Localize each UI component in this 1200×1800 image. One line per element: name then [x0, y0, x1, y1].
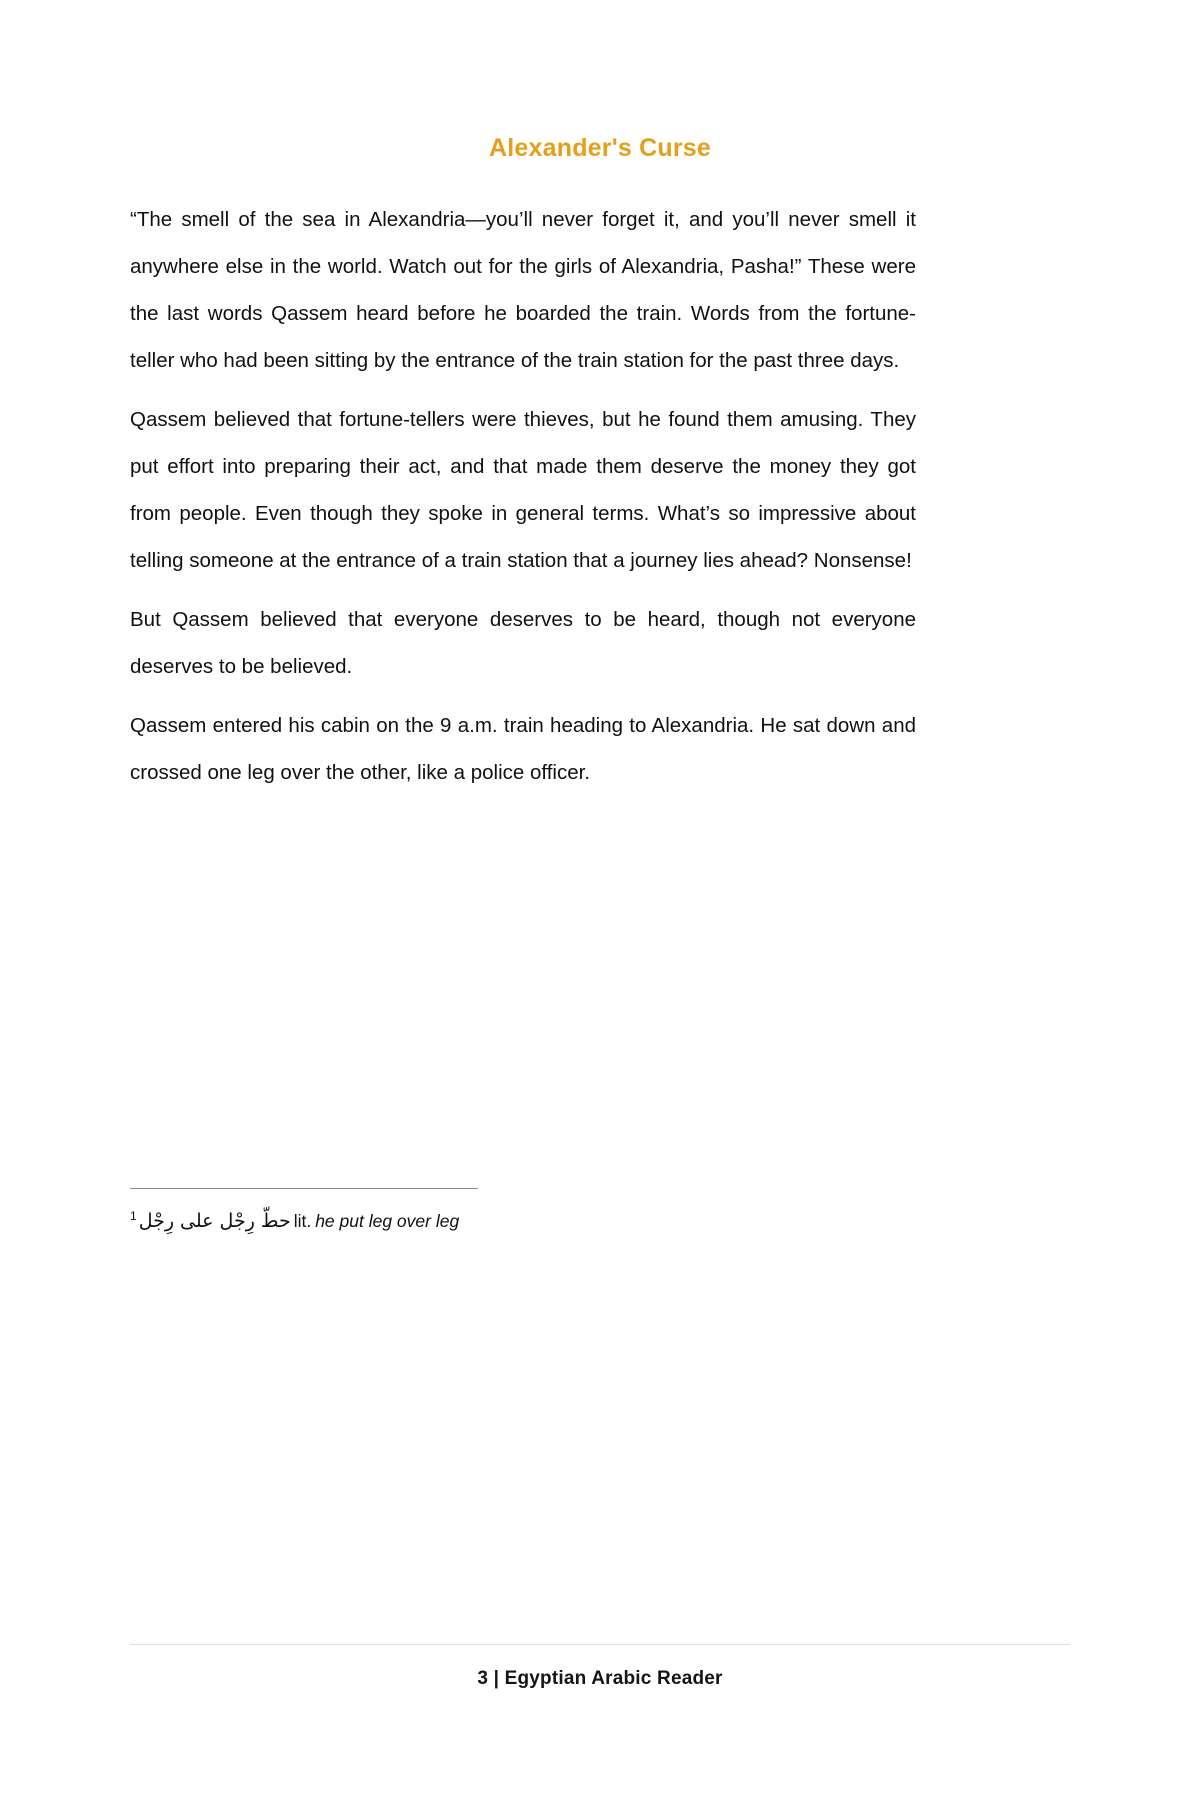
- paragraph: Qassem believed that fortune-tellers were thieves, but he found them amusing. They put effort into preparing their act, and that made them deserve the money they got from people. Even though they spoke in general terms. What’s so impressive about telling someone at the entrance of a train station that a journey lies ahead? Nonsense!: [130, 408, 916, 572]
- footnote-marker: 1: [130, 1209, 137, 1224]
- page-footer: 3 | Egyptian Arabic Reader: [477, 1668, 723, 1689]
- footnote-section: [130, 1188, 916, 1235]
- footnote-lit-label: lit.: [293, 1211, 312, 1231]
- paragraph: “The smell of the sea in Alexandria—you’ll never forget it, and you’ll never smell it anywhere else in the world. Watch out for the girls of Alexandria, Pasha!” These were the last words Qassem heard before he boarded the train. Words from the fortune-teller who had been sitting by the entrance of the train station for the past three days.: [130, 208, 916, 372]
- footnote-separator-rule: [130, 1188, 478, 1189]
- footnote-arabic-text: حط رجل على رجل: [138, 1210, 291, 1232]
- footnote-gloss-text: he put leg over leg: [315, 1211, 460, 1231]
- body-text-column: [130, 196, 916, 796]
- paragraph: But Qassem believed that everyone deserves to be heard, though not everyone deserves to be believed.: [130, 608, 916, 678]
- paragraph: Qassem entered his cabin on the 9 a.m. train heading to Alexandria. He sat down and crossed one leg over the other, like a police officer.: [130, 714, 916, 784]
- page-title: Alexander's Curse: [489, 134, 711, 162]
- footnote-entry: [130, 1207, 916, 1235]
- footer-divider: [130, 1644, 1070, 1645]
